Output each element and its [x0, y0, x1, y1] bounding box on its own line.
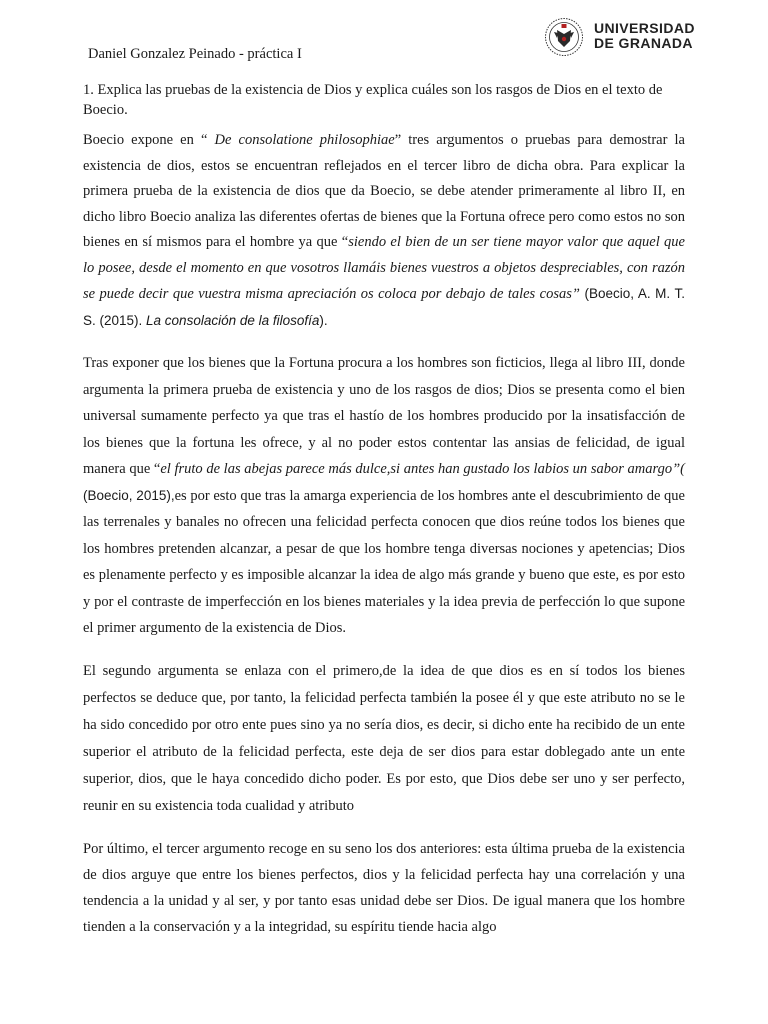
p1-book-title: De consolatione philosophiae [214, 132, 395, 148]
p2-quote: el fruto de las abejas parece más dulce,si antes han gustado los labios un sabor amargo”( [160, 461, 685, 477]
paragraph-2 [83, 350, 685, 642]
paragraph-1 [83, 128, 685, 334]
question-text: 1. Explica las pruebas de la existencia de Dios y explica cuáles son los rasgos de Dios en el texto de Boecio. [83, 82, 663, 118]
paragraph-3: El segundo argumenta se enlaza con el primero,de la idea de que dios es en sí todos los bienes perfectos se deduce que, por tanto, la felicidad perfecta también la posee él y que este atributo no se le ha sido concedido por otro ente pues sino ya no sería dios, es decir, si dicho ente ha recibido de un ente superior el atributo de la felicidad perfecta, este deja de ser dios para estar doblegado ante un ente superior, dios, que le haya concedido dicho poder. Es por esto, que Dios debe ser uno y ser perfecto, reunir en su existencia toda cualidad y atributo [83, 662, 685, 814]
p1-citation: (Boecio, A. M. T. S. (2015). [83, 286, 685, 328]
p1-citation-title: La consolación de la filosofía [146, 312, 320, 328]
p2-text-d: es por esto que tras la amarga experiencia de los hombres ante el descubrimiento de que las terrenales y banales no ofrecen una felicidad perfecta conocen que dios reúne todos los bienes que los hombres pretenden alcanzar, a pesar de que los hombre tenga diversas nociones y apetencias; Dios es plenamente perfecto y es imposible alcanzar la idea de algo más grande y bueno que este, es por esto y por el contraste de imperfección en los bienes materiales y la idea previa de perfección lo que supone el primer argumento de la existencia de Dios. [83, 487, 685, 636]
paragraph-4: Por último, el tercer argumento recoge en su seno los dos anteriores: esta última prueba de la existencia de dios arguye que entre los bienes perfectos, dios y la felicidad perfecta hay una correlación y una tendencia a la unidad y al ser, y por tanto esas unidad debe ser Dios. De igual manera que los hombre tienden a la conservación y a la integridad, su espíritu tiende hacia algo [83, 840, 685, 935]
author-line: Daniel Gonzalez Peinado - práctica I [88, 46, 302, 62]
page-header [0, 0, 768, 80]
p2-text-a: Tras exponer que los bienes que la Fortuna procura a los hombres son ficticios, llega al libro III, donde argumenta la primera prueba de existencia y uno de los rasgos de dios; Dios se presenta como el bien universal sumamente perfecto ya que tras el hastío de los hombres producido por la insatisfacción de los bienes que la fortuna les ofrece, y al no poder estos contentar las ansias de felicidad, de igual manera que “ [83, 355, 685, 477]
logo-line-1: UNIVERSIDAD [594, 20, 695, 36]
p1-citation-end: ). [319, 312, 328, 328]
logo-line-2: DE GRANADA [594, 35, 693, 51]
p1-text-a: Boecio expone en “ [83, 132, 215, 148]
university-name [594, 21, 695, 51]
p2-citation: (Boecio, 2015), [83, 487, 175, 503]
university-logo [544, 17, 704, 57]
p1-text-c: ” tres argumentos o pruebas para demostrar la existencia de dios, estos se encuentran reflejados en el tercer libro de dicha obra. Para explicar la primera prueba de la existencia de dios que da Boecio, se debe atender primeramente al libro II, en dicho libro Boecio analiza las diferentes ofertas de bienes que la Fortuna ofrece pero como estos no son bienes en sí mismos para el hombre ya que “ [83, 132, 685, 250]
document-body [83, 80, 685, 940]
university-seal-icon [544, 17, 584, 57]
p1-quote: siendo el bien de un ser tiene mayor valor que aquel que lo posee, desde el momento en que vosotros llamáis bienes vuestros a objetos despreciables, con razón se puede decir que vuestra misma apreciación os coloca por debajo de tales cosas” [83, 234, 685, 302]
